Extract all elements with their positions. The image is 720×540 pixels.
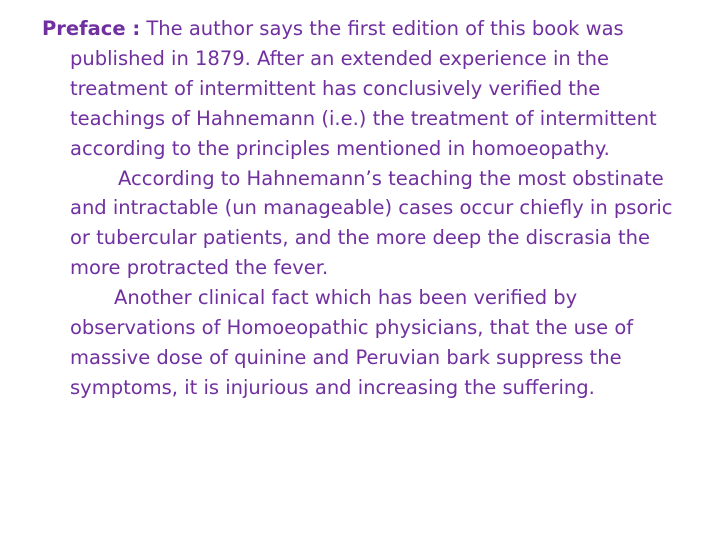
hahnemann-teaching-paragraph: According to Hahnemann’s teaching the most obstinate and intractable (un manageable) cases occur chiefly in psoric or tubercular patients, and the more deep the discrasia the more protracted the fever. bbox=[70, 166, 673, 280]
clinical-fact-paragraph: Another clinical fact which has been verified by observations of Homoeopathic physicians, that the use of massive dose of quinine and Peruvian bark suppress the symptoms, it is injurious and increasing the suffering. bbox=[70, 286, 634, 399]
preface-label: Preface : bbox=[42, 17, 141, 40]
preface-paragraph bbox=[42, 14, 692, 164]
text-body bbox=[42, 14, 692, 403]
preface-text: The author says the first edition of this book was published in 1879. After an extended experience in the treatment of intermittent has conclusively verified the teachings of Hahnemann (i.e.) the treatment of intermittent according to the principles mentioned in homoeopathy. bbox=[70, 17, 657, 160]
